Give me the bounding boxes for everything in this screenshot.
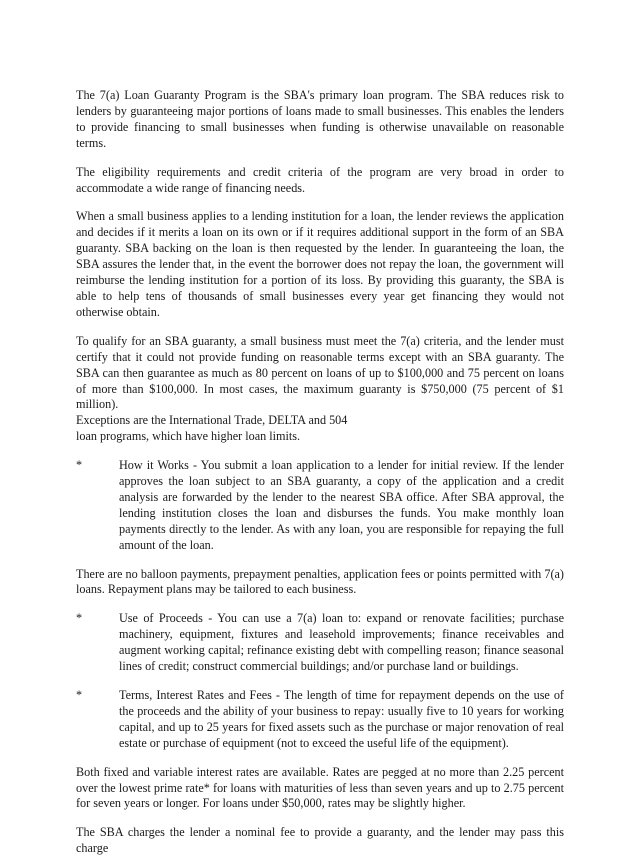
paragraph-qualification-exceptions: Exceptions are the International Trade, DELTA and 504: [76, 413, 348, 428]
paragraph-qualification-main: To qualify for an SBA guaranty, a small business must meet the 7(a) criteria, and the lender must certify that it could not provide funding on reasonable terms except with an SBA guaranty. The SBA can then guarantee as much as 80 percent on loans of up to $100,000 and 75 percent on loans of more than $100,000. In most cases, the maximum guaranty is $750,000 (75 percent of $1 million).: [76, 333, 564, 412]
bullet-text: Use of Proceeds - You can use a 7(a) loan to: expand or renovate facilities; purchase machinery, equipment, fixtures and leasehold improvements; finance receivables and augment working capital; refinance existing debt with compelling reason; finance seasonal lines of credit; construct commercial buildings; and/or purchase land or buildings.: [119, 611, 564, 674]
bullet-terms-rates-fees: [76, 688, 564, 752]
bullet-how-it-works: [76, 458, 564, 553]
paragraph-program-intro: The 7(a) Loan Guaranty Program is the SBA's primary loan program. The SBA reduces risk to lenders by guaranteeing major portions of loans made to small businesses. This enables the lenders to provide financing to small businesses when funding is otherwise unavailable on reasonable terms.: [76, 88, 564, 150]
document-page: [76, 88, 564, 857]
bullet-marker: *: [76, 458, 83, 473]
bullet-text: Terms, Interest Rates and Fees - The length of time for repayment depends on the use of the proceeds and the ability of your business to repay: usually five to 10 years for working capital, and up to 25 years for fixed assets such as the purchase or major renovation of real estate or purchase of equipment (not to exceed the useful life of the equipment).: [119, 688, 564, 750]
paragraph-qualification-limits: loan programs, which have higher loan limits.: [76, 429, 301, 444]
paragraph-qualification: [76, 334, 564, 445]
paragraph-application-process: When a small business applies to a lending institution for a loan, the lender reviews the application and decides if it merits a loan on its own or if it requires additional support in the form of an SBA guaranty. SBA backing on the loan is then requested by the lender. In guaranteeing the loan, the SBA assures the lender that, in the event the borrower does not repay the loan, the government will reimburse the lending institution for a portion of its loss. By providing this guaranty, the SBA is able to help tens of thousands of small businesses every year get financing they would not otherwise obtain.: [76, 209, 564, 319]
bullet-text: How it Works - You submit a loan application to a lender for initial review. If the lender approves the loan subject to an SBA guaranty, a copy of the application and a credit analysis are forwarded by the lender to the nearest SBA office. After SBA approval, the lending institution closes the loan and disburses the funds. You make monthly loan payments directly to the lender. As with any loan, you are responsible for repaying the full amount of the loan.: [119, 458, 564, 552]
paragraph-no-balloon-payments: There are no balloon payments, prepayment penalties, application fees or points permitted with 7(a) loans. Repayment plans may be tailored to each business.: [76, 566, 564, 597]
paragraph-interest-rates: Both fixed and variable interest rates are available. Rates are pegged at no more than 2.25 percent over the lowest prime rate* for loans with maturities of less than seven years and up to 2.75 percent for seven years or longer. For loans under $50,000, rates may be slightly higher.: [76, 764, 564, 811]
paragraph-eligibility: The eligibility requirements and credit criteria of the program are very broad in order to accommodate a wide range of financing needs.: [76, 164, 564, 195]
bullet-use-of-proceeds: [76, 611, 564, 675]
bullet-marker: *: [76, 611, 83, 626]
paragraph-sba-fee: The SBA charges the lender a nominal fee to provide a guaranty, and the lender may pass this charge: [76, 825, 564, 856]
bullet-marker: *: [76, 688, 83, 702]
